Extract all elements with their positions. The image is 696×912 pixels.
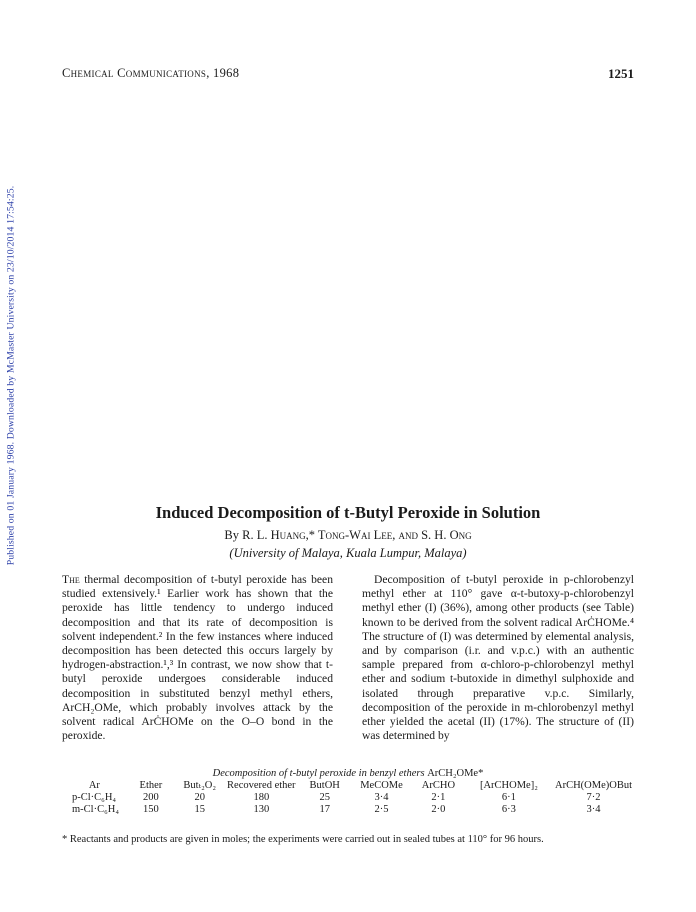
table-cell: 2·0 (431, 803, 446, 815)
affiliation: (University of Malaya, Kuala Lumpur, Malaya) (229, 546, 467, 560)
page-number: 1251 (608, 66, 634, 81)
table-caption-text: Decomposition of t-butyl peroxide in benzyl ethers (212, 768, 425, 779)
table-header-row (62, 780, 634, 792)
table-cell: 130 (253, 803, 270, 815)
download-watermark-text: Published on 01 January 1968. Downloaded by McMaster University on 23/10/2014 17:54:25. (5, 185, 16, 565)
table-footnote: * Reactants and products are given in moles; the experiments were carried out in sealed tubes at 110° for 96 hours. (62, 834, 544, 845)
article-title: Induced Decomposition of t-Butyl Peroxide in Solution (155, 503, 541, 522)
table-cell: m-Cl·C₆H₄ (72, 803, 119, 815)
table-caption-formula: ArCH₂OMe* (427, 768, 484, 779)
byline-prefix: By (224, 528, 239, 542)
table-cell: 180 (253, 792, 270, 803)
table-cell: 15 (194, 803, 205, 815)
download-watermark (4, 155, 17, 595)
results-table (62, 780, 634, 815)
author-list: R. L. Huang,* Tong-Wai Lee, and S. H. Ong (242, 528, 472, 542)
body-paragraph-left (62, 573, 333, 743)
body-column-right (362, 573, 634, 743)
table-cell: 17 (319, 803, 330, 815)
table-cell: p-Cl·C₆H₄ (72, 792, 117, 803)
table-cell: 20 (194, 792, 205, 803)
table-cell: 25 (319, 792, 330, 803)
running-head (62, 66, 634, 82)
body-paragraph-right: Decomposition of t-butyl peroxide in p-chlorobenzyl methyl ether at 110° gave α-t-butoxy-p-chlorobenzyl methyl ether (I) (36%), among other products (see Table) known to be derived from the solvent radical ArĊHOMe.⁴ The structure of (I) was determined by elemental analysis, and by comparison (i.r. and v.p.c.) with an authentic sample prepared from α-chloro-p-chlorobenzyl methyl ether and sodium t-butoxide in dimethyl sulphoxide and isolated through preparative v.p.c. Similarly, decomposition of the peroxide in m-chlorobenzyl methyl ether yielded the acetal (II) (17%). The structure of (II) was determined by (362, 573, 634, 743)
table-cell: 3·4 (374, 792, 389, 803)
table-cell: 3·4 (586, 803, 601, 815)
lead-word: The (62, 573, 80, 586)
table-cell: 2·5 (374, 803, 389, 815)
column-header: Butₜ₂O₂ (183, 780, 217, 791)
column-header: MeCOMe (360, 780, 403, 791)
table-caption (62, 768, 634, 779)
table-row (62, 804, 634, 816)
column-header: ArCH(OMe)OBut (555, 780, 632, 791)
column-header: Recovered ether (227, 780, 296, 791)
column-header: Ar (88, 780, 100, 791)
table-cell: 6·3 (501, 803, 516, 815)
table-cell: 2·1 (431, 792, 446, 803)
journal-name: Chemical Communications, 1968 (62, 66, 240, 80)
body-column-left (62, 573, 333, 743)
column-header: ButOH (309, 780, 340, 791)
table-cell: 150 (143, 803, 159, 815)
column-header: [ArCHOMe]₂ (479, 780, 538, 791)
byline (62, 528, 634, 543)
column-header: Ether (139, 780, 163, 791)
table-row (62, 792, 634, 804)
table-cell: 7·2 (586, 792, 601, 803)
paragraph-text-left: thermal decomposition of t-butyl peroxide has been studied extensively.¹ Earlier work has shown that the peroxide has little tendency to undergo induced decomposition and that its rate of decomposition is solvent independent.² In the few instances where induced decomposition has been detected this occurs largely by hydrogen-abstraction.¹,³ In contrast, we now show that t-butyl peroxide undergoes considerable induced decomposition in substituted benzyl methyl ethers, ArCH₂OMe, which probably involves attack by the solvent radical ArĊHOMe on the O–O bond in the peroxide. (62, 573, 333, 743)
column-header: ArCHO (421, 780, 456, 791)
table-cell: 200 (143, 792, 159, 803)
table-cell: 6·1 (501, 792, 516, 803)
